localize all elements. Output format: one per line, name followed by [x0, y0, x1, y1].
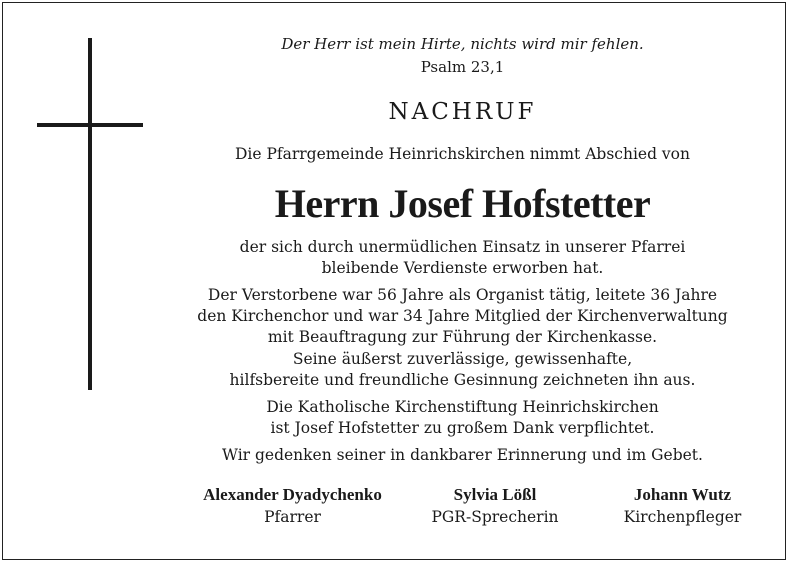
text-line: Wir gedenken seiner in dankbarer Erinnerung und im Gebet.: [222, 446, 703, 464]
signatory-council-speaker: [415, 484, 575, 528]
signatory-church-warden: [590, 484, 775, 528]
paragraph-character: [150, 349, 775, 391]
deceased-name: Herrn Josef Hofstetter: [274, 181, 651, 226]
text-line: Die Katholische Kirchenstiftung Heinrichskirchen: [266, 398, 659, 416]
text-line: ist Josef Hofstetter zu großem Dank verpflichtet.: [270, 419, 655, 437]
text-line: hilfsbereite und freundliche Gesinnung zeichneten ihn aus.: [229, 371, 696, 389]
text-line: Der Verstorbene war 56 Jahre als Organist tätig, leitete 36 Jahre: [207, 286, 718, 304]
signatory-name: Johann Wutz: [633, 485, 732, 504]
cross-horizontal-bar: [37, 123, 143, 127]
paragraph-service: [150, 285, 775, 348]
paragraph-thanks: [150, 397, 775, 439]
signatory-name: Alexander Dyadychenko: [203, 485, 382, 504]
bible-quote: Der Herr ist mein Hirte, nichts wird mir fehlen.: [281, 35, 644, 53]
signatory-role: Kirchenpfleger: [623, 508, 742, 526]
obituary-frame: [2, 2, 786, 560]
paragraph-merits: [150, 237, 775, 279]
intro-text: Die Pfarrgemeinde Heinrichskirchen nimmt Abschied von: [234, 145, 691, 163]
text-line: Seine äußerst zuverlässige, gewissenhafte,: [292, 350, 633, 368]
paragraph-remembrance: [150, 445, 775, 466]
text-line: der sich durch unermüdlichen Einsatz in unserer Pfarrei: [239, 238, 686, 256]
text-line: mit Beauftragung zur Führung der Kirchenkasse.: [267, 328, 658, 346]
obituary-heading: NACHRUF: [388, 99, 537, 125]
signatory-role: Pfarrer: [264, 508, 321, 526]
signatory-pastor: [180, 484, 405, 528]
text-line: den Kirchenchor und war 34 Jahre Mitglied der Kirchenverwaltung: [197, 307, 728, 325]
text-line: bleibende Verdienste erworben hat.: [321, 259, 604, 277]
bible-reference: Psalm 23,1: [420, 58, 505, 76]
cross-vertical-bar: [88, 38, 92, 390]
signatory-name: Sylvia Lößl: [453, 485, 537, 504]
signatory-role: PGR-Sprecherin: [431, 508, 559, 526]
